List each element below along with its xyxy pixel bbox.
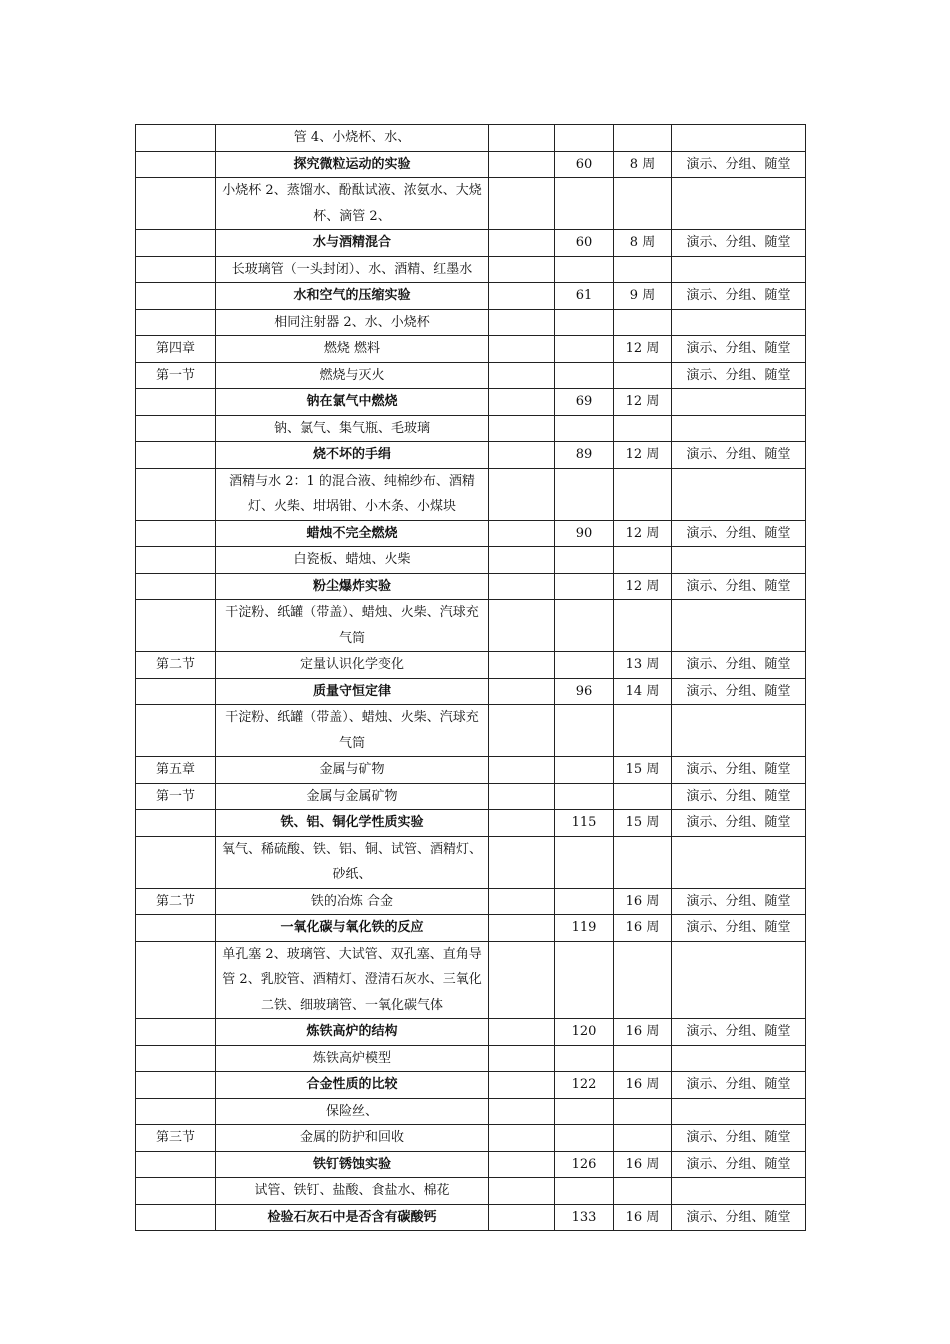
page-number-cell [555,1045,614,1072]
blank-cell [489,1125,555,1152]
materials-cell: 干淀粉、纸罐（带盖）、蜡烛、火柴、汽球充气筒 [216,600,489,652]
page-number-cell [555,705,614,757]
page-number-cell [555,309,614,336]
document-page [135,124,805,1231]
week-cell: 15 周 [614,757,672,784]
table-body [136,125,806,1231]
topic-cell: 铁、铝、铜化学性质实验 [216,810,489,837]
page-number-cell [555,888,614,915]
experiment-type-cell: 演示、分组、随堂 [672,283,806,310]
page-number-cell: 61 [555,283,614,310]
blank-cell [489,915,555,942]
topic-cell: 水和空气的压缩实验 [216,283,489,310]
topic-cell: 粉尘爆炸实验 [216,573,489,600]
section-cell [136,915,216,942]
topic-cell: 金属的防护和回收 [216,1125,489,1152]
section-cell [136,810,216,837]
week-cell [614,468,672,520]
page-number-cell: 60 [555,230,614,257]
experiment-row [136,678,806,705]
blank-cell [489,362,555,389]
week-cell: 8 周 [614,151,672,178]
experiment-row [136,757,806,784]
experiment-type-cell: 演示、分组、随堂 [672,1072,806,1099]
materials-cell: 炼铁高炉模型 [216,1045,489,1072]
materials-cell: 管 4、小烧杯、水、 [216,125,489,152]
experiment-type-cell: 演示、分组、随堂 [672,520,806,547]
section-cell [136,941,216,1019]
week-cell [614,415,672,442]
section-cell [136,1151,216,1178]
page-number-cell [555,256,614,283]
page-number-cell [555,1125,614,1152]
blank-cell [489,389,555,416]
page-number-cell: 133 [555,1204,614,1231]
experiment-row [136,888,806,915]
week-cell [614,178,672,230]
materials-cell: 干淀粉、纸罐（带盖）、蜡烛、火柴、汽球充气筒 [216,705,489,757]
materials-cell: 试管、铁钉、盐酸、食盐水、棉花 [216,1178,489,1205]
topic-cell: 炼铁高炉的结构 [216,1019,489,1046]
experiment-type-cell: 演示、分组、随堂 [672,1151,806,1178]
experiment-type-cell [672,1178,806,1205]
week-cell: 16 周 [614,1151,672,1178]
experiment-type-cell [672,941,806,1019]
page-number-cell [555,573,614,600]
experiment-type-cell [672,600,806,652]
page-number-cell: 89 [555,442,614,469]
section-cell: 第三节 [136,1125,216,1152]
blank-cell [489,283,555,310]
week-cell [614,547,672,574]
experiment-type-cell: 演示、分组、随堂 [672,151,806,178]
topic-cell: 燃烧 燃料 [216,336,489,363]
materials-cell: 小烧杯 2、蒸馏水、酚酞试液、浓氨水、大烧杯、滴管 2、 [216,178,489,230]
blank-cell [489,783,555,810]
section-cell [136,573,216,600]
section-cell [136,1204,216,1231]
experiment-type-cell: 演示、分组、随堂 [672,915,806,942]
page-number-cell [555,468,614,520]
experiment-type-cell: 演示、分组、随堂 [672,336,806,363]
experiment-row [136,283,806,310]
blank-cell [489,1204,555,1231]
blank-cell [489,1045,555,1072]
section-cell [136,1072,216,1099]
blank-cell [489,810,555,837]
materials-row [136,125,806,152]
blank-cell [489,1178,555,1205]
experiment-type-cell [672,389,806,416]
experiment-row [136,442,806,469]
section-cell [136,389,216,416]
materials-row [136,468,806,520]
materials-row [136,600,806,652]
blank-cell [489,600,555,652]
experiment-type-cell [672,836,806,888]
section-cell [136,547,216,574]
page-number-cell [555,415,614,442]
week-cell [614,1125,672,1152]
blank-cell [489,652,555,679]
materials-row [136,178,806,230]
section-cell [136,1098,216,1125]
experiment-type-cell [672,256,806,283]
experiment-type-cell: 演示、分组、随堂 [672,442,806,469]
blank-cell [489,757,555,784]
page-number-cell: 115 [555,810,614,837]
week-cell [614,125,672,152]
blank-cell [489,1151,555,1178]
section-cell: 第二节 [136,652,216,679]
blank-cell [489,125,555,152]
week-cell [614,1045,672,1072]
experiment-type-cell [672,468,806,520]
experiment-type-cell: 演示、分组、随堂 [672,362,806,389]
materials-cell: 单孔塞 2、玻璃管、大试管、双孔塞、直角导管 2、乳胶管、酒精灯、澄清石灰水、三氧化二铁、细玻璃管、一氧化碳气体 [216,941,489,1019]
page-number-cell [555,652,614,679]
page-number-cell [555,362,614,389]
section-cell: 第一节 [136,362,216,389]
week-cell [614,1098,672,1125]
section-cell: 第一节 [136,783,216,810]
page-number-cell [555,336,614,363]
experiment-type-cell [672,547,806,574]
blank-cell [489,230,555,257]
week-cell: 15 周 [614,810,672,837]
blank-cell [489,1098,555,1125]
experiment-type-cell: 演示、分组、随堂 [672,573,806,600]
experiment-type-cell [672,705,806,757]
page-number-cell: 60 [555,151,614,178]
topic-cell: 水与酒精混合 [216,230,489,257]
materials-row [136,836,806,888]
section-cell [136,415,216,442]
experiment-row [136,810,806,837]
topic-cell: 探究微粒运动的实验 [216,151,489,178]
experiment-type-cell: 演示、分组、随堂 [672,678,806,705]
materials-row [136,415,806,442]
blank-cell [489,151,555,178]
materials-cell: 酒精与水 2：1 的混合液、纯棉纱布、酒精灯、火柴、坩埚钳、小木条、小煤块 [216,468,489,520]
experiment-row [136,652,806,679]
blank-cell [489,941,555,1019]
section-cell: 第二节 [136,888,216,915]
blank-cell [489,415,555,442]
page-number-cell [555,1098,614,1125]
materials-row [136,705,806,757]
topic-cell: 金属与矿物 [216,757,489,784]
topic-cell: 烧不坏的手绢 [216,442,489,469]
experiment-schedule-table [135,124,806,1231]
week-cell [614,600,672,652]
blank-cell [489,573,555,600]
section-cell: 第五章 [136,757,216,784]
page-number-cell [555,178,614,230]
materials-cell: 相同注射器 2、水、小烧杯 [216,309,489,336]
section-cell [136,678,216,705]
blank-cell [489,836,555,888]
section-cell [136,256,216,283]
blank-cell [489,678,555,705]
experiment-type-cell: 演示、分组、随堂 [672,230,806,257]
blank-cell [489,178,555,230]
week-cell: 12 周 [614,336,672,363]
materials-cell: 保险丝、 [216,1098,489,1125]
section-cell [136,442,216,469]
week-cell [614,256,672,283]
section-cell [136,1019,216,1046]
experiment-type-cell [672,415,806,442]
experiment-type-cell: 演示、分组、随堂 [672,1125,806,1152]
section-cell: 第四章 [136,336,216,363]
week-cell [614,836,672,888]
blank-cell [489,442,555,469]
experiment-type-cell [672,1098,806,1125]
materials-row [136,1098,806,1125]
topic-cell: 铁的冶炼 合金 [216,888,489,915]
page-number-cell: 69 [555,389,614,416]
week-cell [614,309,672,336]
week-cell [614,1178,672,1205]
page-number-cell: 96 [555,678,614,705]
materials-cell: 白瓷板、蜡烛、火柴 [216,547,489,574]
page-number-cell: 119 [555,915,614,942]
experiment-type-cell: 演示、分组、随堂 [672,1019,806,1046]
section-cell [136,151,216,178]
week-cell [614,941,672,1019]
page-number-cell: 122 [555,1072,614,1099]
week-cell [614,362,672,389]
experiment-row [136,573,806,600]
topic-cell: 燃烧与灭火 [216,362,489,389]
week-cell [614,783,672,810]
week-cell: 12 周 [614,520,672,547]
materials-cell: 钠、氯气、集气瓶、毛玻璃 [216,415,489,442]
page-number-cell [555,941,614,1019]
experiment-row [136,1125,806,1152]
week-cell: 16 周 [614,888,672,915]
experiment-type-cell [672,309,806,336]
experiment-row [136,230,806,257]
materials-row [136,1045,806,1072]
blank-cell [489,520,555,547]
experiment-type-cell: 演示、分组、随堂 [672,757,806,784]
blank-cell [489,1019,555,1046]
experiment-type-cell: 演示、分组、随堂 [672,888,806,915]
experiment-type-cell: 演示、分组、随堂 [672,652,806,679]
topic-cell: 蜡烛不完全燃烧 [216,520,489,547]
experiment-type-cell: 演示、分组、随堂 [672,783,806,810]
blank-cell [489,888,555,915]
page-number-cell [555,836,614,888]
blank-cell [489,547,555,574]
experiment-row [136,915,806,942]
week-cell: 16 周 [614,1019,672,1046]
week-cell: 12 周 [614,442,672,469]
experiment-row [136,1204,806,1231]
experiment-type-cell: 演示、分组、随堂 [672,810,806,837]
page-number-cell: 126 [555,1151,614,1178]
section-cell [136,1045,216,1072]
page-number-cell [555,600,614,652]
page-number-cell [555,783,614,810]
page-number-cell [555,1178,614,1205]
materials-row [136,1178,806,1205]
topic-cell: 检验石灰石中是否含有碳酸钙 [216,1204,489,1231]
week-cell: 16 周 [614,1072,672,1099]
week-cell: 16 周 [614,915,672,942]
week-cell: 12 周 [614,573,672,600]
blank-cell [489,705,555,757]
experiment-row [136,336,806,363]
week-cell: 8 周 [614,230,672,257]
experiment-row [136,520,806,547]
materials-row [136,256,806,283]
experiment-type-cell: 演示、分组、随堂 [672,1204,806,1231]
materials-row [136,309,806,336]
section-cell [136,178,216,230]
section-cell [136,283,216,310]
blank-cell [489,309,555,336]
blank-cell [489,1072,555,1099]
experiment-row [136,389,806,416]
blank-cell [489,468,555,520]
experiment-row [136,1019,806,1046]
section-cell [136,600,216,652]
week-cell: 16 周 [614,1204,672,1231]
experiment-row [136,1151,806,1178]
week-cell: 12 周 [614,389,672,416]
blank-cell [489,256,555,283]
topic-cell: 质量守恒定律 [216,678,489,705]
blank-cell [489,336,555,363]
section-cell [136,230,216,257]
materials-row [136,547,806,574]
experiment-type-cell [672,178,806,230]
section-cell [136,520,216,547]
experiment-type-cell [672,125,806,152]
page-number-cell [555,547,614,574]
week-cell: 13 周 [614,652,672,679]
page-number-cell [555,757,614,784]
section-cell [136,1178,216,1205]
topic-cell: 合金性质的比较 [216,1072,489,1099]
materials-cell: 长玻璃管（一头封闭）、水、酒精、红墨水 [216,256,489,283]
week-cell: 9 周 [614,283,672,310]
experiment-row [136,1072,806,1099]
section-cell [136,705,216,757]
section-cell [136,468,216,520]
week-cell: 14 周 [614,678,672,705]
topic-cell: 铁钉锈蚀实验 [216,1151,489,1178]
experiment-row [136,783,806,810]
page-number-cell: 90 [555,520,614,547]
materials-row [136,941,806,1019]
topic-cell: 钠在氯气中燃烧 [216,389,489,416]
topic-cell: 一氧化碳与氧化铁的反应 [216,915,489,942]
section-cell [136,309,216,336]
topic-cell: 定量认识化学变化 [216,652,489,679]
experiment-row [136,362,806,389]
experiment-type-cell [672,1045,806,1072]
week-cell [614,705,672,757]
page-number-cell [555,125,614,152]
page-number-cell: 120 [555,1019,614,1046]
section-cell [136,125,216,152]
section-cell [136,836,216,888]
topic-cell: 金属与金属矿物 [216,783,489,810]
experiment-row [136,151,806,178]
materials-cell: 氧气、稀硫酸、铁、铝、铜、试管、酒精灯、砂纸、 [216,836,489,888]
